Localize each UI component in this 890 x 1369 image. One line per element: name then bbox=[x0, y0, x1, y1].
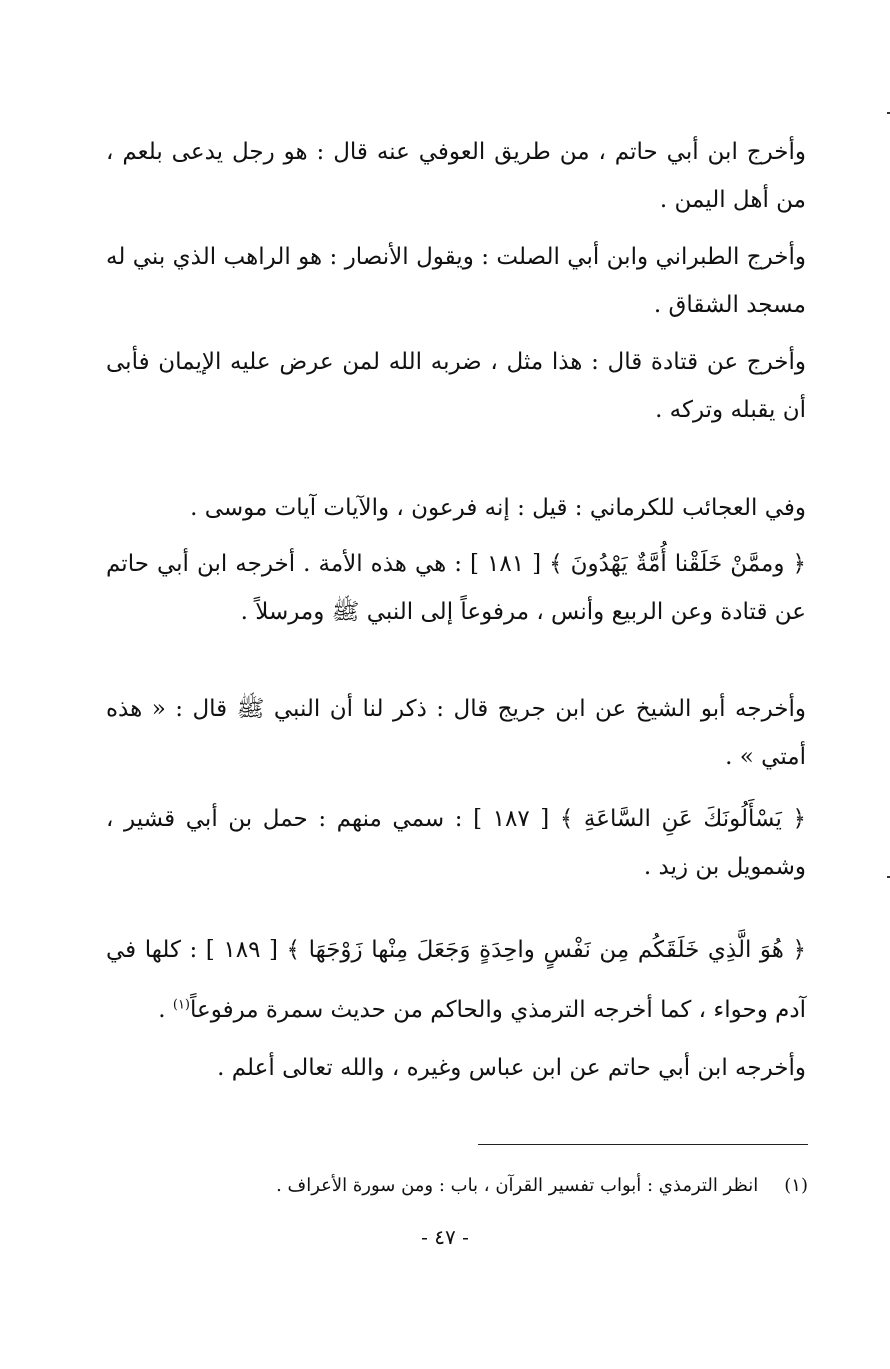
footnote bbox=[108, 1172, 808, 1200]
paragraph-3: وأخرج عن قتادة قال : هذا مثل ، ضربه الله لمن عرض عليه الإيمان فأبى أن يقبله وتركه . bbox=[106, 349, 806, 423]
paragraph-9: وأخرجه ابن أبي حاتم عن ابن عباس وغيره ، والله تعالى أعلم . bbox=[217, 1055, 806, 1081]
paragraph-7: ﴿ يَسْأَلُونَكَ عَنِ السَّاعَةِ ﴾ [ ١٨٧ ] : سمي منهم : حمل بن أبي قشير ، وشمويل بن زيد . bbox=[106, 806, 806, 880]
paragraph-8-tail: . bbox=[158, 997, 173, 1023]
footnote-number: (١) bbox=[784, 1175, 808, 1196]
footnote-text: انظر الترمذي : أبواب تفسير القرآن ، باب : ومن سورة الأعراف . bbox=[276, 1175, 759, 1196]
paragraph-8 bbox=[106, 920, 806, 1040]
paragraph-4: وفي العجائب للكرماني : قيل : إنه فرعون ، والآيات آيات موسى . bbox=[190, 495, 806, 521]
paragraph-6: وأخرجه أبو الشيخ عن ابن جريج قال : ذكر لنا أن النبي ﷺ قال : « هذه أمتي » . bbox=[106, 696, 806, 770]
footnote-divider bbox=[478, 1144, 808, 1145]
paragraph-8-text: ﴿ هُوَ الَّذِي خَلَقَكُم مِن نَفْسٍ واحِدَةٍ وَجَعَلَ مِنْها زَوْجَهَا ﴾ [ ١٨٩ ] : كلها في آدم وحواء ، كما أخرجه الترمذي والحاكم من حديث سمرة مرفوعاً bbox=[106, 937, 806, 1023]
paragraph-1: وأخرج ابن أبي حاتم ، من طريق العوفي عنه قال : هو رجل يدعى بلعم ، من أهل اليمن . bbox=[106, 139, 806, 213]
footnote-reference[interactable]: (١) bbox=[172, 997, 190, 1013]
paragraph-2: وأخرج الطبراني وابن أبي الصلت : ويقول الأنصار : هو الراهب الذي بني له مسجد الشقاق . bbox=[106, 244, 806, 318]
paragraph-5: ﴿ وممَّنْ خَلَقْنا أُمَّةٌ يَهْدُونَ ﴾ [ ١٨١ ] : هي هذه الأمة . أخرجه ابن أبي حاتم عن قتادة وعن الربيع وأنس ، مرفوعاً إلى النبي ﷺ ومرسلاً . bbox=[106, 551, 806, 625]
page-number: - ٤٧ - bbox=[421, 1225, 469, 1249]
